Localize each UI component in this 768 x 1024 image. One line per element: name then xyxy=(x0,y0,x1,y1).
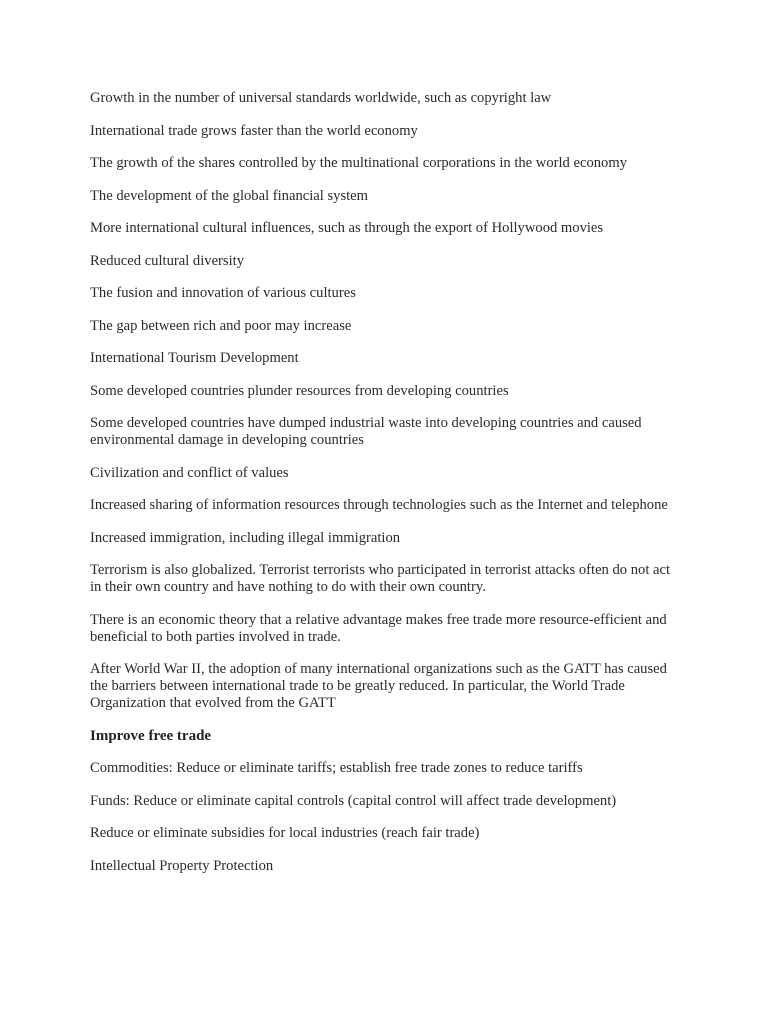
paragraph: Reduced cultural diversity xyxy=(90,252,244,269)
paragraph: Reduce or eliminate subsidies for local industries (reach fair trade) xyxy=(90,825,480,841)
paragraph: The growth of the shares controlled by the multinational corporations in the world economy xyxy=(90,155,627,171)
paragraph: Civilization and conflict of values xyxy=(90,464,289,481)
paragraph: The development of the global financial system xyxy=(90,187,369,204)
paragraph: Increased sharing of information resources through technologies such as the Internet and telephone xyxy=(90,497,668,513)
paragraph: Growth in the number of universal standards worldwide, such as copyright law xyxy=(90,90,552,106)
document-body xyxy=(90,90,680,890)
paragraph: International trade grows faster than the world economy xyxy=(90,122,418,139)
paragraph: More international cultural influences, such as through the export of Hollywood movies xyxy=(90,220,604,236)
paragraph: After World War II, the adoption of many international organizations such as the GATT has caused the barriers between international trade to be greatly reduced. In particular, the World Trade Organization that evolved from the GATT xyxy=(90,661,667,711)
paragraph: Commodities: Reduce or eliminate tariffs; establish free trade zones to reduce tariffs xyxy=(90,760,583,776)
paragraph: Some developed countries have dumped industrial waste into developing countries and caused environmental damage in developing countries xyxy=(90,415,642,448)
paragraph: International Tourism Development xyxy=(90,350,299,366)
paragraph: Increased immigration, including illegal immigration xyxy=(90,529,401,546)
paragraph: The gap between rich and poor may increase xyxy=(90,317,352,334)
paragraph: Some developed countries plunder resources from developing countries xyxy=(90,382,509,399)
paragraph: The fusion and innovation of various cultures xyxy=(90,285,356,301)
paragraph: Funds: Reduce or eliminate capital controls (capital control will affect trade development) xyxy=(90,792,617,809)
paragraph: Terrorism is also globalized. Terrorist terrorists who participated in terrorist attacks often do not act in their own country and have nothing to do with their own country. xyxy=(90,562,671,595)
section-heading: Improve free trade xyxy=(90,727,212,744)
paragraph: Intellectual Property Protection xyxy=(90,857,274,874)
paragraph: There is an economic theory that a relative advantage makes free trade more resource-efficient and beneficial to both parties involved in trade. xyxy=(90,611,667,645)
